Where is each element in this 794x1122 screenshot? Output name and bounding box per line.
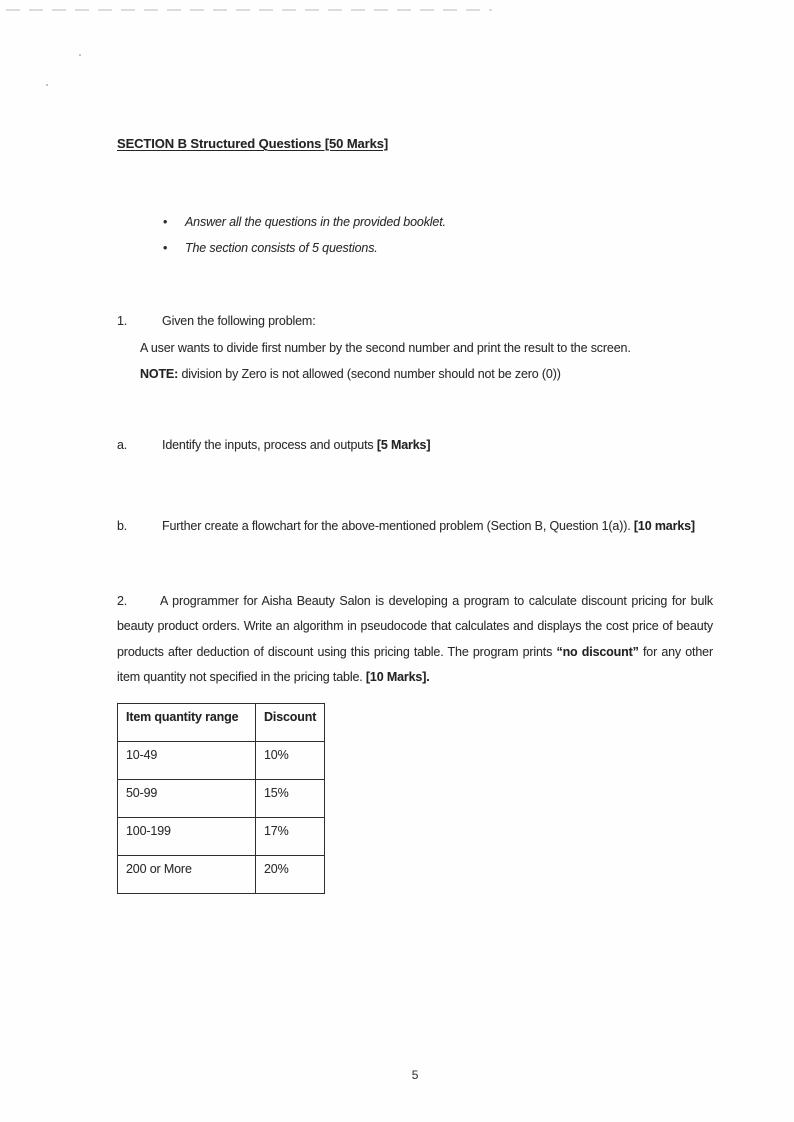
question-number: 2. <box>117 594 128 608</box>
cell-discount: 20% <box>256 856 325 894</box>
question-2-text-after: for any other item quantity not specified in the pricing table. <box>117 644 713 684</box>
cell-discount: 17% <box>256 818 325 856</box>
cell-discount: 15% <box>256 780 325 818</box>
cell-discount: 10% <box>256 742 325 780</box>
section-heading: SECTION B Structured Questions [50 Marks] <box>117 136 389 151</box>
question-2-bold-phrase: “no discount” <box>556 644 639 659</box>
pricing-table <box>117 703 325 894</box>
scan-speck <box>46 84 48 86</box>
instruction-item <box>163 209 446 235</box>
note-body: division by Zero is not allowed (second number should not be zero (0)) <box>178 367 561 381</box>
cell-quantity-range: 10-49 <box>118 742 256 780</box>
scan-speck <box>79 54 81 56</box>
header-discount: Discount <box>256 704 325 742</box>
question-2 <box>117 589 713 690</box>
question-1b-text: Further create a flowchart for the above-mentioned problem (Section B, Question 1(a)). <box>162 519 634 533</box>
question-number: 1. <box>117 314 128 328</box>
instruction-list <box>163 209 446 261</box>
question-number: b. <box>117 519 128 533</box>
note-label: NOTE: <box>140 367 179 381</box>
question-2-text: A programmer for Aisha Beauty Salon is developing a program to calculate discount pricing for bulk beauty product orders. Write an algorithm in pseudocode that calculates and displays the cost price of beauty products after deduction of discount using this pricing table. The program prints <box>117 594 713 659</box>
question-1a <box>117 438 747 452</box>
cell-quantity-range: 200 or More <box>118 856 256 894</box>
table-row <box>118 818 325 856</box>
question-1-intro-line <box>117 308 747 335</box>
cell-quantity-range: 50-99 <box>118 780 256 818</box>
bullet-icon: • <box>163 215 168 229</box>
question-2-marks: [10 Marks]. <box>365 669 430 684</box>
cell-quantity-range: 100-199 <box>118 818 256 856</box>
header-item-quantity-range: Item quantity range <box>118 704 256 742</box>
instruction-text: Answer all the questions in the provided booklet. <box>185 215 446 229</box>
page-number: 5 <box>411 1068 419 1082</box>
instruction-item <box>163 235 446 261</box>
question-1a-text: Identify the inputs, process and outputs <box>162 438 377 452</box>
pricing-table-header-row <box>118 704 325 742</box>
question-1-body: A user wants to divide first number by the second number and print the result to the screen. <box>140 340 631 355</box>
question-1b-marks: [10 marks] <box>633 519 695 533</box>
question-number: a. <box>117 438 128 452</box>
bullet-icon: • <box>163 241 168 255</box>
question-1-intro: Given the following problem: <box>162 314 316 328</box>
table-row <box>118 780 325 818</box>
question-1-note <box>140 361 747 388</box>
table-row <box>118 742 325 780</box>
table-row <box>118 856 325 894</box>
question-1 <box>117 308 747 388</box>
scan-artifact-line <box>6 9 492 11</box>
question-1b <box>117 513 713 540</box>
instruction-text: The section consists of 5 questions. <box>185 241 378 255</box>
question-1a-marks: [5 Marks] <box>376 438 431 452</box>
